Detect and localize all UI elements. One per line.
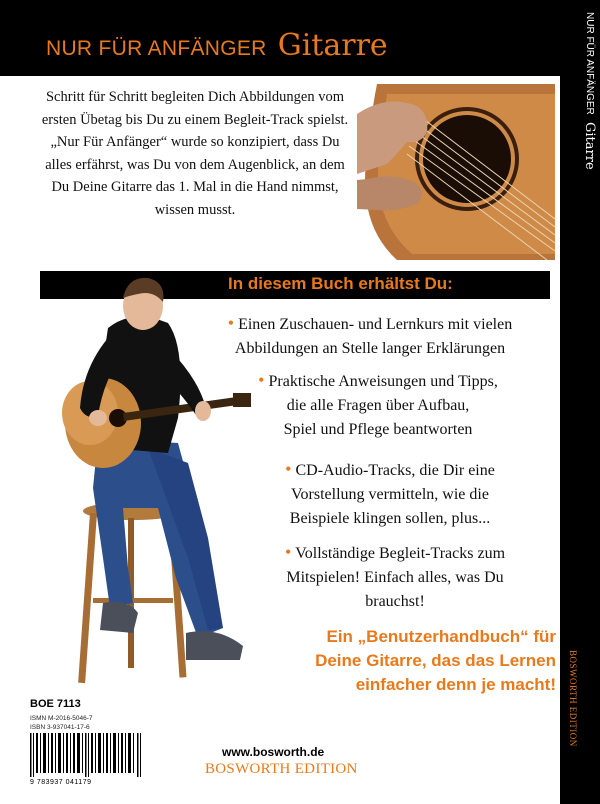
identifier-block [30, 714, 93, 732]
bullet-dot-icon: • [284, 542, 292, 562]
bullet-item: • Praktische Anweisungen und Tipps, die alle Fragen über Aufbau, Spiel und Pflege beantworten [258, 370, 498, 438]
bullet-item: • CD-Audio-Tracks, die Dir eine Vorstellung vermitteln, wie die Beispiele klingen sollen, plus... [285, 459, 495, 527]
guitar-closeup-photo [357, 84, 555, 260]
spine-instrument: Gitarre [582, 121, 597, 170]
barcode-number: 9 783937 041179 [30, 779, 92, 786]
bullet-item: • Vollständige Begleit-Tracks zum Mitspielen! Einfach alles, was Du brauchst! [284, 542, 506, 610]
tagline: Ein „Benutzerhandbuch“ für Deine Gitarre, das das Lernen einfacher denn je macht! [315, 627, 556, 694]
isbn-number: ISBN 3-937041-17-6 [30, 724, 90, 731]
header-bar [0, 0, 600, 76]
bullet-dot-icon: • [285, 459, 292, 479]
publisher-edition: BOSWORTH EDITION [205, 761, 358, 777]
intro-paragraph: Schritt für Schritt begleiten Dich Abbildungen vom ersten Übetag bis Du zu einem Begleit-Track spielst. „Nur Für Anfänger“ wurde so konzipiert, dass Du alles erfährst, was Du von dem Augenblick, an dem Du Deine Gitarre das 1. Mal in die Hand nimmst, wissen musst. [41, 89, 349, 218]
title-instrument: Gitarre [277, 28, 388, 63]
bullet-item: • Einen Zuschauen- und Lernkurs mit vielen Abbildungen an Stelle langer Erklärungen [227, 313, 513, 357]
title-series: NUR FÜR ANFÄNGER [46, 37, 267, 60]
spine-publisher: BOSWORTH EDITION [568, 650, 578, 747]
bullet-dot-icon: • [258, 370, 265, 390]
bullet-dot-icon: • [227, 313, 235, 333]
catalog-code: BOE 7113 [30, 698, 81, 710]
banner-heading: In diesem Buch erhältst Du: [228, 274, 453, 293]
book-title [46, 28, 388, 63]
spine-series: NUR FÜR ANFÄNGER [584, 12, 595, 115]
barcode-icon [30, 733, 142, 777]
spine-title [563, 12, 597, 242]
ismn-number: ISMN M-2016-5046-7 [30, 715, 93, 722]
publisher-website: www.bosworth.de [222, 745, 325, 759]
